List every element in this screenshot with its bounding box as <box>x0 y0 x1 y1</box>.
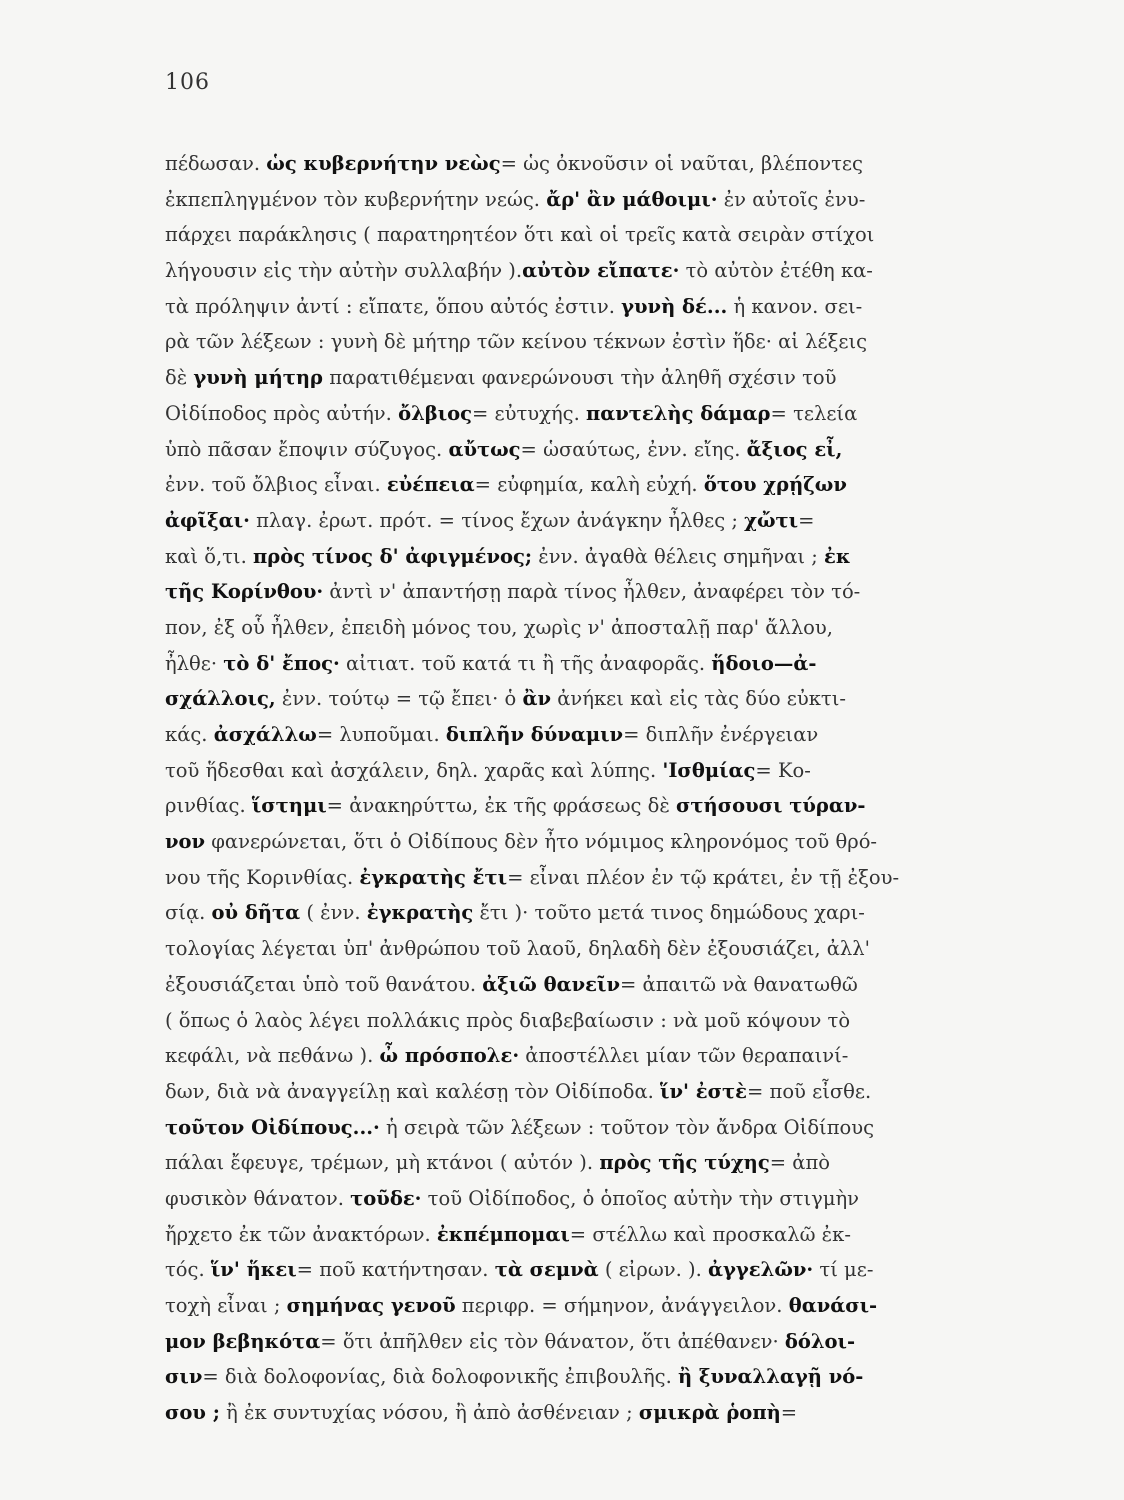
text-line <box>165 1074 1010 1110</box>
gloss-text: τολογίας λέγεται ὑπ' ἀνθρώπου τοῦ λαοῦ, δηλαδὴ δὲν ἐξουσιάζει, ἀλλ' <box>165 937 871 961</box>
gloss-text: = ποῦ κατήντησαν. <box>296 1258 495 1282</box>
gloss-text: κεφάλι, νὰ πεθάνω ). <box>165 1044 380 1068</box>
gloss-text: φανερώνεται, ὅτι ὁ Οἰδίπους δὲν ἦτο νόμιμος κληρονόμος τοῦ θρό- <box>205 830 878 854</box>
lemma-term: νον <box>165 830 206 854</box>
lemma-term: ἵστημι <box>251 794 327 818</box>
text-line <box>165 324 1010 360</box>
lemma-term: χὤτι <box>744 508 799 532</box>
text-line <box>165 1038 1010 1074</box>
gloss-text: ρὰ τῶν λέξεων : γυνὴ δὲ μήτηρ τῶν κείνου τέκνων ἐστὶν ἥδε· αἱ λέξεις <box>165 330 868 354</box>
lemma-term: ἀξιῶ θανεῖν <box>482 972 621 996</box>
lemma-term: στήσουσι τύραν- <box>676 794 866 818</box>
lemma-term: σημήνας γενοῦ <box>286 1294 456 1317</box>
lemma-term: ὄλβιος <box>398 401 473 425</box>
gloss-text: κάς. <box>165 723 214 746</box>
lemma-term: σου ; <box>165 1401 220 1425</box>
text-line <box>165 467 1010 503</box>
gloss-text: = λυποῦμαι. <box>316 723 446 746</box>
gloss-text: περιφρ. = σήμηνον, ἀνάγγειλον. <box>455 1294 789 1317</box>
gloss-text: τί με- <box>813 1258 874 1282</box>
gloss-text: παρατιθέμεναι φανερώνουσι τὴν ἀληθῆ σχέσιν τοῦ <box>323 366 837 390</box>
lemma-term: ἥδοιο—ἀ- <box>711 651 817 675</box>
gloss-text: = <box>798 508 815 532</box>
text-line <box>165 1288 1010 1324</box>
text-line <box>165 646 1010 682</box>
gloss-text: πον, ἐξ οὗ ἦλθεν, ἐπειδὴ μόνος του, χωρὶς ν' ἀποσταλῇ παρ' ἄλλου, <box>165 615 833 639</box>
lemma-term: τὸ δ' ἔπος· <box>223 651 340 675</box>
text-line <box>165 217 1010 253</box>
lemma-term: ἄρ' ἂν μάθοιμι· <box>546 187 718 211</box>
lemma-term: ἀγγελῶν· <box>708 1258 814 1282</box>
gloss-text: ἐνν. ἀγαθὰ θέλεις σημῆναι ; <box>532 544 825 568</box>
gloss-text: αἰτιατ. τοῦ κατά τι ἢ τῆς ἀναφορᾶς. <box>339 651 712 675</box>
gloss-text: ἀποστέλλει μίαν τῶν θεραπαινί- <box>519 1044 849 1068</box>
text-line <box>165 1181 1010 1217</box>
lemma-term: πρὸς τῆς τύχης <box>599 1151 770 1175</box>
text-line <box>165 289 1010 325</box>
gloss-text: πάρχει παράκλησις ( παρατηρητέον ὅτι καὶ οἱ τρεῖς κατὰ σειρὰν στίχοι <box>165 223 875 247</box>
text-line <box>165 1217 1010 1253</box>
lemma-term: ὡς κυβερνήτην νεὼς <box>266 152 501 175</box>
page-number: 106 <box>165 70 210 95</box>
text-line <box>165 539 1010 575</box>
gloss-text: πάλαι ἔφευγε, τρέμων, μὴ κτάνοι ( αὐτόν ). <box>165 1151 600 1175</box>
gloss-text: δὲ <box>165 366 194 390</box>
lemma-term: ἀφῖξαι· <box>165 508 250 532</box>
text-line <box>165 931 1010 967</box>
text-line <box>165 503 1010 539</box>
gloss-text: τὸ αὐτὸν ἐτέθη κα- <box>679 259 873 283</box>
lemma-term: ἵν' ἐστὲ <box>660 1079 747 1103</box>
text-line <box>165 1145 1010 1181</box>
text-line <box>165 717 1010 753</box>
gloss-text: σίᾳ. <box>165 901 212 925</box>
lemma-term: δόλοι- <box>784 1329 856 1353</box>
gloss-text: = διπλῆν ἐνέργειαν <box>623 723 819 746</box>
gloss-text: καὶ ὅ,τι. <box>165 544 253 568</box>
lemma-term: σμικρὰ ῥοπὴ <box>638 1401 781 1425</box>
gloss-text: ἐκπεπληγμένον τὸν κυβερνήτην νεώς. <box>165 187 547 211</box>
gloss-text: ἀνήκει καὶ εἰς τὰς δύο εὐκτι- <box>551 687 846 711</box>
gloss-text: = ποῦ εἶσθε. <box>746 1079 872 1103</box>
lemma-term: τὰ σεμνὰ <box>494 1258 599 1282</box>
gloss-text: τὰ πρόληψιν ἀντί : εἴπατε, ὅπου αὐτός ἐστιν. <box>165 294 622 318</box>
text-line <box>165 1359 1010 1395</box>
lemma-term: εὐέπεια <box>386 473 475 497</box>
gloss-text: = ὅτι ἀπῆλθεν εἰς τὸν θάνατον, ὅτι ἀπέθανεν· <box>320 1329 785 1353</box>
text-line <box>165 360 1010 396</box>
text-line <box>165 681 1010 717</box>
lemma-term: ἐγκρατὴς <box>366 901 474 925</box>
gloss-text: ( εἰρων. ). <box>598 1258 709 1282</box>
gloss-text: ἤρχετο ἐκ τῶν ἀνακτόρων. <box>165 1222 437 1246</box>
gloss-text: = Κο- <box>755 758 811 782</box>
gloss-text: τοῦ Οἰδίποδος, ὁ ὁποῖος αὐτὴν τὴν στιγμὴν <box>421 1186 860 1210</box>
lemma-term: τῆς Κορίνθου· <box>165 580 324 604</box>
lemma-term: σιν <box>165 1365 203 1389</box>
text-line <box>165 182 1010 218</box>
gloss-text: λήγουσιν εἰς τὴν αὐτὴν συλλαβήν ). <box>165 259 523 283</box>
gloss-text: τοῦ ἥδεσθαι καὶ ἀσχάλειν, δηλ. χαρᾶς καὶ λύπης. <box>165 758 663 782</box>
gloss-text: = εὐτυχής. <box>472 401 586 425</box>
gloss-text: ἡ σειρὰ τῶν λέξεων : τοῦτον τὸν ἄνδρα Οἰδίπους <box>379 1115 875 1139</box>
gloss-text: τοχὴ εἶναι ; <box>165 1294 287 1317</box>
gloss-text: = στέλλω καὶ προσκαλῶ ἐκ- <box>569 1222 851 1246</box>
gloss-text: ἦλθε· <box>165 651 224 675</box>
lemma-term: παντελὴς δάμαρ <box>585 401 771 425</box>
text-line <box>165 432 1010 468</box>
gloss-text: ἢ ἐκ συντυχίας νόσου, ἢ ἀπὸ ἀσθένειαν ; <box>219 1401 639 1425</box>
lemma-term: 'Ισθμίας <box>662 758 756 782</box>
lemma-term: ὅτου χρῄζων <box>703 473 847 497</box>
text-line <box>165 1252 1010 1288</box>
text-line <box>165 967 1010 1003</box>
lemma-term: ἢ ξυναλλαγῇ νό- <box>677 1365 864 1389</box>
gloss-text: ἐνν. τούτῳ = τῷ ἔπει· ὁ <box>275 687 523 711</box>
gloss-text: ἀντὶ ν' ἀπαντήσῃ παρὰ τίνος ἦλθεν, ἀναφέρει τὸν τό- <box>323 580 861 604</box>
lemma-term: τοῦτον Οἰδίπους...· <box>165 1115 380 1139</box>
lemma-term: σχάλλοις, <box>165 687 276 711</box>
gloss-text: ἡ κανον. σει- <box>727 294 863 318</box>
gloss-text: = εἶναι πλέον ἐν τῷ κράτει, ἐν τῇ ἐξου- <box>507 865 900 889</box>
gloss-text: ( ἐνν. <box>300 901 367 925</box>
text-line <box>165 1395 1010 1431</box>
gloss-text: ἐνν. τοῦ ὄλβιος εἶναι. <box>165 473 387 497</box>
text-line <box>165 1110 1010 1146</box>
gloss-text: τός. <box>165 1258 211 1282</box>
gloss-text: = ἀνακηρύττω, ἐκ τῆς φράσεως δὲ <box>326 794 677 818</box>
lemma-term: μον βεβηκότα <box>165 1329 321 1353</box>
lemma-term: ἂν <box>522 687 552 711</box>
gloss-text: ὑπὸ πᾶσαν ἔποψιν σύζυγος. <box>165 437 449 461</box>
lemma-term: ἐκ <box>824 544 851 568</box>
text-line <box>165 574 1010 610</box>
lemma-term: γυνὴ μήτηρ <box>193 366 324 390</box>
commentary-text <box>165 146 1010 1431</box>
text-line <box>165 860 1010 896</box>
lemma-term: τοῦδε· <box>350 1186 422 1210</box>
lemma-term: ἵν' ἥκει <box>210 1258 297 1282</box>
text-line <box>165 753 1010 789</box>
text-line <box>165 824 1010 860</box>
gloss-text: πέδωσαν. <box>165 152 267 175</box>
text-line <box>165 610 1010 646</box>
lemma-term: αὔτως <box>448 437 521 461</box>
gloss-text: νου τῆς Κορινθίας. <box>165 865 360 889</box>
text-line <box>165 396 1010 432</box>
gloss-text: = εὐφημία, καλὴ εὐχή. <box>474 473 704 497</box>
text-line <box>165 146 1010 182</box>
gloss-text: δων, διὰ νὰ ἀναγγείλῃ καὶ καλέσῃ τὸν Οἰδίποδα. <box>165 1079 661 1103</box>
lemma-term: πρὸς τίνος δ' ἀφιγμένος; <box>252 544 533 568</box>
lemma-term: ἀσχάλλω <box>213 723 317 746</box>
gloss-text: = ἀπὸ <box>769 1151 830 1175</box>
gloss-text: πλαγ. ἐρωτ. πρότ. = τίνος ἔχων ἀνάγκην ἦλθες ; <box>249 508 745 532</box>
gloss-text: Οἰδίποδος πρὸς αὐτήν. <box>165 401 399 425</box>
lemma-term: αὐτὸν εἴπατε· <box>522 259 680 283</box>
gloss-text: = τελεία <box>770 401 858 425</box>
lemma-term: θανάσι- <box>788 1294 878 1317</box>
gloss-text: ἐξουσιάζεται ὑπὸ τοῦ θανάτου. <box>165 972 483 996</box>
gloss-text: = διὰ δολοφονίας, διὰ δολοφονικῆς ἐπιβουλῆς. <box>202 1365 678 1389</box>
text-line <box>165 1003 1010 1039</box>
lemma-term: ἄξιος εἶ, <box>746 437 843 461</box>
gloss-text: ( ὅπως ὁ λαὸς λέγει πολλάκις πρὸς διαβεβαίωσιν : νὰ μοῦ κόψουν τὸ <box>165 1008 851 1032</box>
text-line <box>165 788 1010 824</box>
gloss-text: = <box>780 1401 798 1425</box>
lemma-term: ὦ πρόσπολε· <box>379 1044 520 1068</box>
text-line <box>165 895 1010 931</box>
gloss-text: ἔτι )· τοῦτο μετά τινος δημώδους χαρι- <box>473 901 865 925</box>
text-line <box>165 253 1010 289</box>
lemma-term: ἐκπέμπομαι <box>436 1222 570 1246</box>
gloss-text: ρινθίας. <box>165 794 252 818</box>
lemma-term: διπλῆν δύναμιν <box>445 723 624 746</box>
text-line <box>165 1324 1010 1360</box>
gloss-text: ἐν αὐτοῖς ἐνυ- <box>717 187 866 211</box>
lemma-term: ἐγκρατὴς ἔτι <box>359 865 508 889</box>
gloss-text: = ὡσαύτως, ἐνν. εἴης. <box>520 437 747 461</box>
lemma-term: γυνὴ δέ... <box>621 294 728 318</box>
gloss-text: = ὡς ὀκνοῦσιν οἱ ναῦται, βλέποντες <box>500 152 863 175</box>
gloss-text: φυσικὸν θάνατον. <box>165 1186 351 1210</box>
gloss-text: = ἀπαιτῶ νὰ θανατωθῶ <box>620 972 858 996</box>
lemma-term: οὐ δῆτα <box>211 901 301 925</box>
